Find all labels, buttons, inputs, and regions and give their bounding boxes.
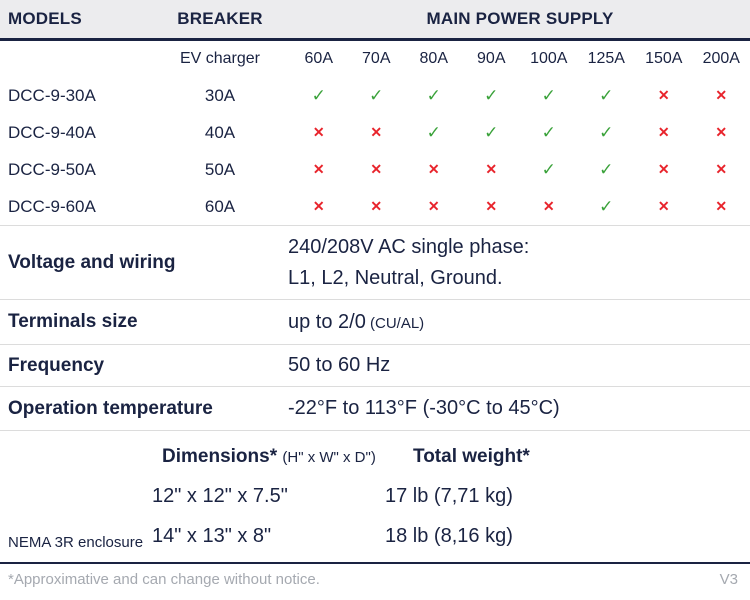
cross-icon: ✕ xyxy=(542,198,555,214)
check-icon: ✓ xyxy=(484,122,499,142)
footnote-text: *Approximative and can change without notice. xyxy=(8,571,320,588)
check-icon: ✓ xyxy=(311,85,326,105)
cross-icon: ✕ xyxy=(657,87,670,103)
dimensions-header-label: Dimensions* xyxy=(162,446,278,467)
spec-row xyxy=(0,386,750,430)
cross-icon: ✕ xyxy=(715,87,728,103)
dimensions-header xyxy=(150,446,385,468)
cross-icon: ✕ xyxy=(657,124,670,140)
model-name: DCC-9-30A xyxy=(8,85,96,105)
table-row xyxy=(0,151,750,188)
model-name: DCC-9-60A xyxy=(8,196,96,216)
dimensions-header-note: (H" x W" x D") xyxy=(282,449,376,466)
cross-icon: ✕ xyxy=(657,198,670,214)
check-icon: ✓ xyxy=(484,85,499,105)
check-icon: ✓ xyxy=(426,85,441,105)
dimension-row xyxy=(0,516,750,556)
spec-label: Voltage and wiring xyxy=(8,251,176,273)
check-icon: ✓ xyxy=(426,122,441,142)
amp-column-header: 90A xyxy=(477,50,506,67)
footnote-bar xyxy=(0,562,750,597)
spec-row xyxy=(0,225,750,299)
spec-value-small: (CU/AL) xyxy=(365,314,425,332)
spec-value xyxy=(288,232,750,294)
dimensions-section xyxy=(0,430,750,562)
enclosure-label: NEMA 3R enclosure xyxy=(8,533,144,551)
check-icon: ✓ xyxy=(599,122,614,142)
cross-icon: ✕ xyxy=(485,198,498,214)
cross-icon: ✕ xyxy=(370,161,383,177)
table-header xyxy=(0,0,750,41)
ev-charger-label: EV charger xyxy=(179,50,261,67)
spec-label: Terminals size xyxy=(8,311,138,332)
dimension-size: 12" x 12" x 7.5" xyxy=(152,484,288,507)
spec-value xyxy=(288,307,750,338)
cross-icon: ✕ xyxy=(715,161,728,177)
amp-column-header: 200A xyxy=(702,50,740,67)
cross-icon: ✕ xyxy=(715,198,728,214)
check-icon: ✓ xyxy=(541,159,556,179)
amp-column-header: 125A xyxy=(587,50,625,67)
cross-icon: ✕ xyxy=(427,161,440,177)
check-icon: ✓ xyxy=(541,85,556,105)
model-name: DCC-9-50A xyxy=(8,159,96,179)
amp-column-header: 150A xyxy=(645,50,683,67)
total-weight-header: Total weight* xyxy=(413,446,530,467)
amp-column-header: 80A xyxy=(419,50,448,67)
spec-row xyxy=(0,344,750,386)
breaker-rating: 60A xyxy=(204,196,236,216)
cross-icon: ✕ xyxy=(485,161,498,177)
dimensions-rows xyxy=(0,476,750,556)
check-icon: ✓ xyxy=(541,122,556,142)
check-icon: ✓ xyxy=(599,85,614,105)
cross-icon: ✕ xyxy=(715,124,728,140)
dimensions-header-row xyxy=(0,438,750,476)
breaker-rating: 40A xyxy=(204,122,236,142)
version-label: V3 xyxy=(719,571,738,588)
matrix-subheader-row xyxy=(0,41,750,77)
table-row xyxy=(0,77,750,114)
spec-value-text: up to 2/0 xyxy=(288,310,366,333)
check-icon: ✓ xyxy=(599,196,614,216)
header-breaker: BREAKER xyxy=(177,9,263,28)
check-icon: ✓ xyxy=(369,85,384,105)
dimension-row xyxy=(0,476,750,516)
spec-label: Frequency xyxy=(8,354,105,376)
table-row xyxy=(0,114,750,151)
cross-icon: ✕ xyxy=(370,198,383,214)
spec-value xyxy=(288,350,750,381)
cross-icon: ✕ xyxy=(312,198,325,214)
header-models: MODELS xyxy=(8,9,82,28)
header-main-power-supply: MAIN POWER SUPPLY xyxy=(426,9,614,28)
dimension-size: 14" x 13" x 8" xyxy=(152,524,272,547)
model-name: DCC-9-40A xyxy=(8,122,96,142)
cross-icon: ✕ xyxy=(312,124,325,140)
table-row xyxy=(0,188,750,225)
check-icon: ✓ xyxy=(599,159,614,179)
amp-column-header: 100A xyxy=(530,50,568,67)
dimension-weight: 17 lb (7,71 kg) xyxy=(385,484,513,507)
cross-icon: ✕ xyxy=(312,161,325,177)
spec-value-text: 50 to 60 Hz xyxy=(288,354,391,376)
spec-row xyxy=(0,299,750,344)
breaker-rating: 50A xyxy=(204,159,236,179)
breaker-rating: 30A xyxy=(204,85,236,105)
spec-value-text: -22°F to 113°F (-30°C to 45°C) xyxy=(288,397,560,419)
spec-label: Operation temperature xyxy=(8,397,213,419)
spec-value-line: L1, L2, Neutral, Ground. xyxy=(288,266,503,289)
cross-icon: ✕ xyxy=(427,198,440,214)
spec-value-line: 240/208V AC single phase: xyxy=(288,235,530,258)
cross-icon: ✕ xyxy=(657,161,670,177)
spec-rows xyxy=(0,225,750,430)
compatibility-matrix xyxy=(0,41,750,225)
spec-value xyxy=(288,393,750,424)
cross-icon: ✕ xyxy=(370,124,383,140)
dimension-weight: 18 lb (8,16 kg) xyxy=(385,524,513,547)
amp-column-header: 70A xyxy=(362,50,391,67)
amp-column-header: 60A xyxy=(304,50,333,67)
